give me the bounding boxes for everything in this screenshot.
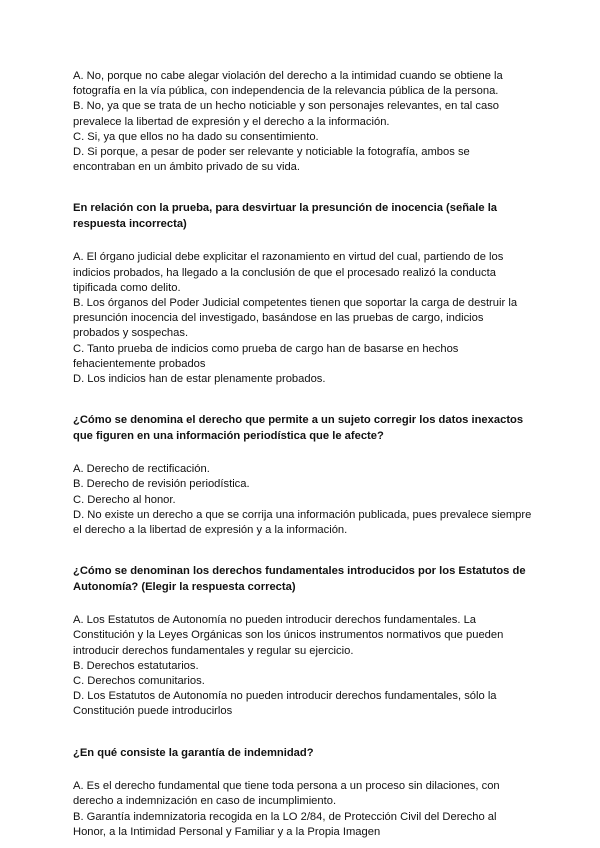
answer-line: Constitución puede introducirlos xyxy=(73,705,233,718)
answer-block xyxy=(73,69,533,175)
answer-line: introducir derechos fundamentales y regular su ejercicio. xyxy=(73,644,354,657)
answer-line: tipificada como delito. xyxy=(73,281,181,294)
question-heading xyxy=(73,413,533,444)
answer-line: A. Es el derecho fundamental que tiene toda persona a un proceso sin dilaciones, con xyxy=(73,780,500,793)
answer-line: C. Tanto prueba de indicios como prueba de cargo han de basarse en hechos xyxy=(73,342,459,355)
answer-line: Honor, a la Intimidad Personal y Familiar y a la Propia Imagen xyxy=(73,825,381,838)
answer-block xyxy=(73,613,533,719)
answer-line: A. No, porque no cabe alegar violación del derecho a la intimidad cuando se obtiene la xyxy=(73,70,503,82)
answer-line: A. El órgano judicial debe explicitar el razonamiento en virtud del cual, partiendo de los xyxy=(73,251,504,264)
question-line: En relación con la prueba, para desvirtuar la presunción de inocencia (señale la xyxy=(73,202,498,215)
answer-line: fehacientemente probados xyxy=(73,357,206,370)
answer-line: B. Derecho de revisión periodística. xyxy=(73,478,250,491)
question-line: que figuren en una información periodística que le afecte? xyxy=(73,429,384,442)
question-line: ¿En qué consiste la garantía de indemnidad? xyxy=(73,746,314,759)
answer-line: A. Derecho de rectificación. xyxy=(73,463,210,476)
answer-line: B. Derechos estatutarios. xyxy=(73,659,199,672)
answer-line: encontraban en un ámbito privado de su vida. xyxy=(73,161,301,174)
answer-block xyxy=(73,462,533,538)
answer-line: derecho a indemnización en caso de incumplimiento. xyxy=(73,795,337,808)
question-line: ¿Cómo se denominan los derechos fundamentales introducidos por los Estatutos de xyxy=(73,565,526,578)
answer-line: D. Los indicios han de estar plenamente probados. xyxy=(73,373,326,386)
answer-line: probados y sospechas. xyxy=(73,327,189,340)
answer-line: C. Derecho al honor. xyxy=(73,493,176,506)
answer-line: prevalece la libertad de expresión y el derecho a la información. xyxy=(73,115,390,128)
answer-block xyxy=(73,779,533,840)
answer-line: indicios probados, ha llegado a la conclusión de que el procesado realizó la conducta xyxy=(73,266,496,279)
answer-block xyxy=(73,250,533,387)
question-heading xyxy=(73,201,533,232)
answer-line: Constitución y la Leyes Orgánicas son los únicos instrumentos normativos que pueden xyxy=(73,629,504,642)
document-page xyxy=(73,69,533,840)
question-line: respuesta incorrecta) xyxy=(73,217,187,230)
question-line: Autonomía? (Elegir la respuesta correcta) xyxy=(73,580,296,593)
answer-line: B. Los órganos del Poder Judicial competentes tienen que soportar la carga de destruir la xyxy=(73,297,518,310)
answer-line: D. Los Estatutos de Autonomía no pueden introducir derechos fundamentales, sólo la xyxy=(73,690,497,703)
answer-line: C. Derechos comunitarios. xyxy=(73,675,205,688)
answer-line: presunción inocencia del investigado, basándose en las pruebas de cargo, indicios xyxy=(73,312,484,325)
question-heading xyxy=(73,746,533,762)
answer-line: D. Si porque, a pesar de poder ser relevante y noticiable la fotografía, ambos se xyxy=(73,146,470,159)
question-heading xyxy=(73,564,533,595)
answer-line: el derecho a la libertad de expresión y a la información. xyxy=(73,524,348,537)
question-line: ¿Cómo se denomina el derecho que permite a un sujeto corregir los datos inexactos xyxy=(73,414,524,427)
answer-line: fotografía en la vía pública, con independencia de la relevancia pública de la persona. xyxy=(73,85,499,98)
answer-line: C. Si, ya que ellos no ha dado su consentimiento. xyxy=(73,130,319,143)
answer-line: B. No, ya que se trata de un hecho noticiable y son personajes relevantes, en tal caso xyxy=(73,100,500,113)
answer-line: A. Los Estatutos de Autonomía no pueden introducir derechos fundamentales. La xyxy=(73,614,477,627)
answer-line: B. Garantía indemnizatoria recogida en la LO 2/84, de Protección Civil del Derecho al xyxy=(73,810,497,823)
answer-line: D. No existe un derecho a que se corrija una información publicada, pues prevalece siempre xyxy=(73,508,532,521)
